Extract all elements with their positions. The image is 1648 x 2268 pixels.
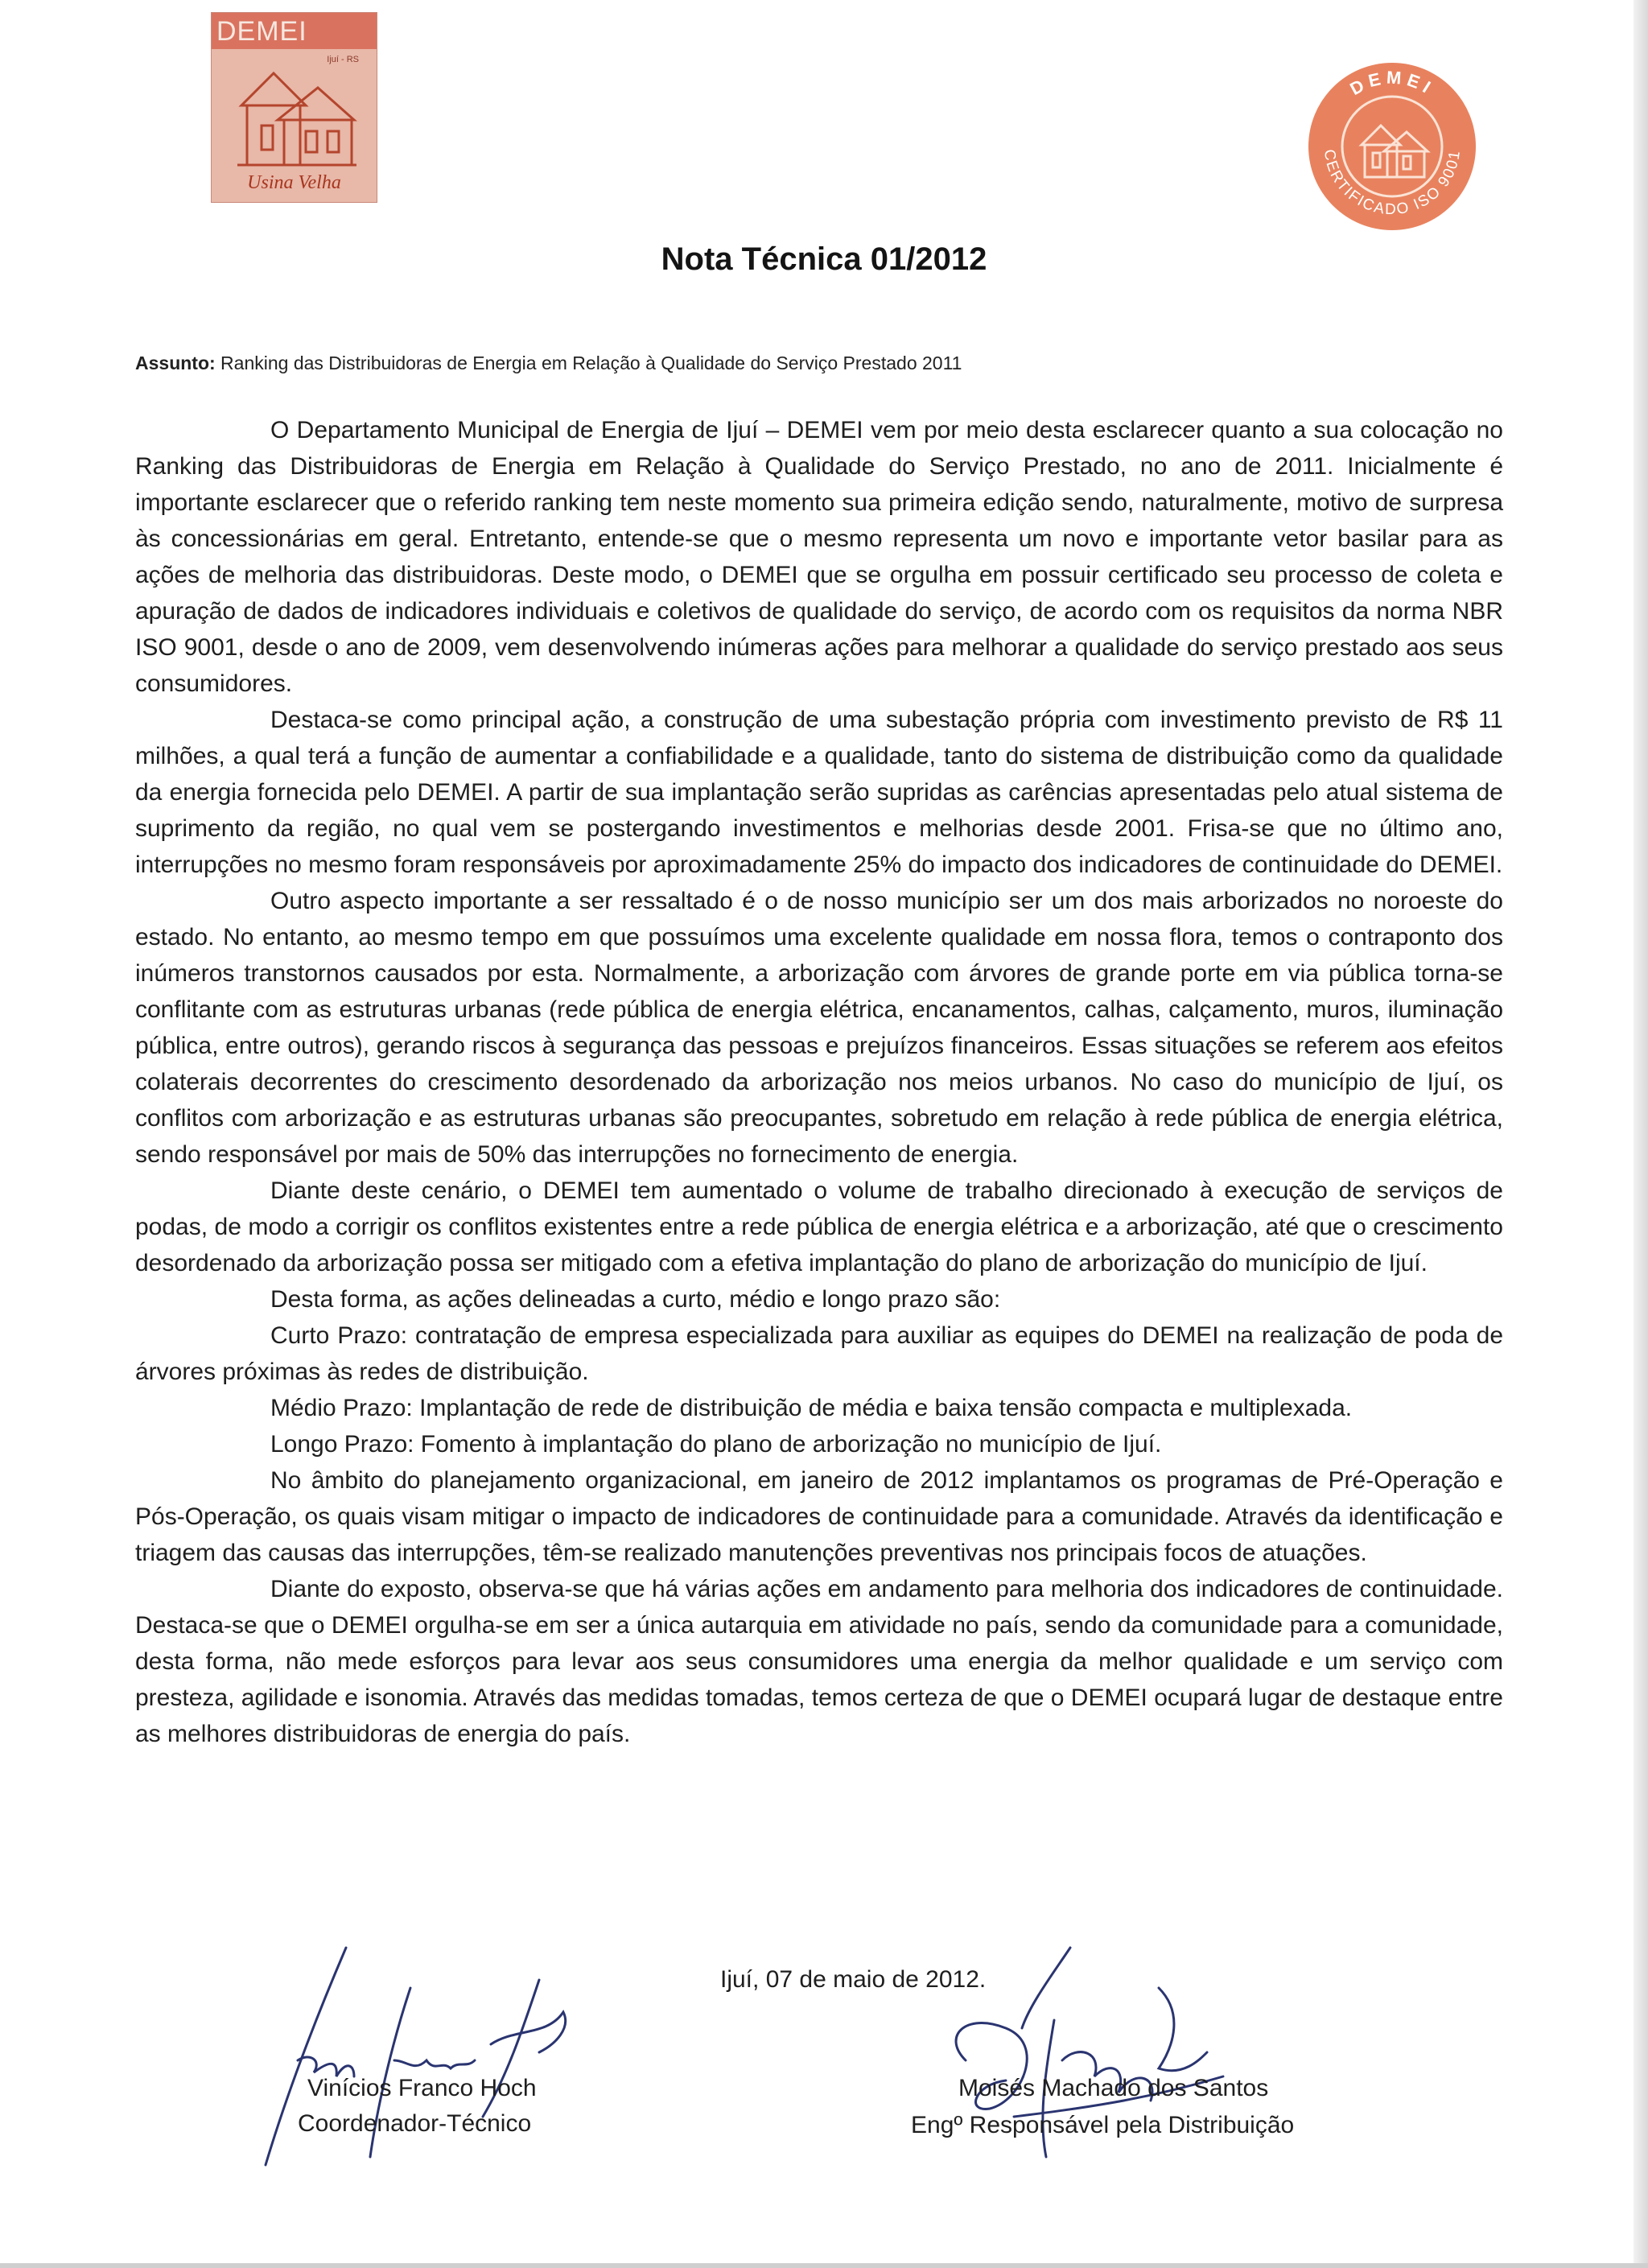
demei-logo [211,12,377,203]
paragraph: Desta forma, as ações delineadas a curto, médio e longo prazo são: [270,1286,1001,1313]
paragraph: No âmbito do planejamento organizacional, em janeiro de 2012 implantamos os programas de Pré-Operação e Pós-Operação, os quais visam mitigar o impacto de indicadores de continuidade para a comunidade. Através da identificação e triagem das causas das interrupções, têm-se realizado manutenções preventivas nos principais focos de atuações. [135,1467,1503,1566]
signatory-role: Coordenador-Técnico [298,2110,532,2137]
paragraph: Longo Prazo: Fomento à implantação do plano de arborização no município de Ijuí. [270,1431,1162,1458]
logo-city-text: Ijuí - RS [327,55,359,64]
signatory-role: Engº Responsável pela Distribuição [911,2112,1295,2138]
seal-bottom-text: CERTIFICADO ISO 9001 [1320,148,1465,219]
document-title: Nota Técnica 01/2012 [661,241,987,277]
paragraph: Curto Prazo: contratação de empresa especializada para auxiliar as equipes do DEMEI na realização de poda de árvores próximas às redes de distribuição. [135,1322,1503,1385]
scan-edge [1634,0,1648,2268]
signatory-name: Moisés Machado dos Santos [958,2075,1269,2101]
paragraph: Diante deste cenário, o DEMEI tem aumentado o volume de trabalho direcionado à execução de serviços de podas, de modo a corrigir os conflitos existentes entre a rede pública de energia elétrica e a arborização, até que o crescimento desordenado da arborização possa ser mitigado com a efetiva implantação do plano de arborização do município de Ijuí. [135,1177,1503,1276]
paragraph: Diante do exposto, observa-se que há várias ações em andamento para melhoria dos indicadores de continuidade. Destaca-se que o DEMEI orgulha-se em ser a única autarquia em atividade no país, sendo da comunidade para a comunidade, desta forma, não mede esforços para levar aos seus consumidores uma energia da melhor qualidade e um serviço com presteza, agilidade e isonomia. Através das medidas tomadas, temos certeza de que o DEMEI ocupará lugar de destaque entre as melhores distribuidoras de energia do país. [135,1576,1503,1747]
body-text [135,412,1503,1752]
logo-motto: Usina Velha [247,172,341,193]
building-icon [229,57,362,170]
logo-brand-bar [212,13,377,49]
subject-text: Ranking das Distribuidoras de Energia em Relação à Qualidade do Serviço Prestado 2011 [215,353,962,373]
paragraph: Médio Prazo: Implantação de rede de distribuição de média e baixa tensão compacta e multiplexada. [270,1395,1353,1421]
signatory-name: Vinícios Franco Hoch [307,2075,537,2101]
paragraph: Destaca-se como principal ação, a construção de uma subestação própria com investimento previsto de R$ 11 milhões, a qual terá a função de aumentar a confiabilidade e a qualidade, tanto do sistema de distribuição como da qualidade da energia fornecida pelo DEMEI. A partir de sua implantação serão supridas as carências apresentadas pelo atual sistema de suprimento da região, no qual vem se postergando investimentos e melhorias desde 2001. Frisa-se que no último ano, interrupções no mesmo foram responsáveis por aproximadamente 25% do impacto dos indicadores de continuidade do DEMEI. [135,707,1503,878]
signature-left [233,1940,636,2173]
seal-top-text: DEMEI [1346,67,1439,100]
subject-line [135,353,962,374]
paragraph: O Departamento Municipal de Energia de Ijuí – DEMEI vem por meio desta esclarecer quanto a sua colocação no Ranking das Distribuidoras de Energia em Relação à Qualidade do Serviço Prestado, no ano de 2011. Inicialmente é importante esclarecer que o referido ranking tem neste momento sua primeira edição sendo, naturalmente, motivo de surpresa às concessionárias em geral. Entretanto, entende-se que o mesmo representa um novo e importante vetor basilar para as ações de melhoria das distribuidoras. Deste modo, o DEMEI que se orgulha em possuir certificado seu processo de coleta e apuração de dados de indicadores individuais e coletivos de qualidade do serviço, de acordo com os requisitos da norma NBR ISO 9001, desde o ano de 2009, vem desenvolvendo inúmeras ações para melhorar a qualidade do serviço prestado aos seus consumidores. [135,417,1503,697]
subject-label: Assunto: [135,353,216,373]
scan-edge-bottom [0,2263,1648,2268]
logo-brand-text: DEMEI [216,16,307,47]
iso-certification-seal [1307,61,1477,232]
paragraph: Outro aspecto importante a ser ressaltado é o de nosso município ser um dos mais arborizados no noroeste do estado. No entanto, ao mesmo tempo em que possuímos uma excelente qualidade em nossa flora, temos o contraponto dos inúmeros transtornos causados por esta. Normalmente, a arborização com árvores de grande porte em via pública torna-se conflitante com as estruturas urbanas (rede pública de energia elétrica, encanamentos, calhas, calçamento, muros, iluminação pública, entre outros), gerando riscos à segurança das pessoas e prejuízos financeiros. Essas situações se referem aos efeitos colaterais decorrentes do crescimento desordenado da arborização nos meios urbanos. No caso do município de Ijuí, os conflitos com arborização e as estruturas urbanas são preocupantes, sobretudo em relação à rede pública de energia elétrica, sendo responsável por mais de 50% das interrupções no fornecimento de energia. [135,888,1503,1168]
date-line: Ijuí, 07 de maio de 2012. [720,1966,987,1993]
